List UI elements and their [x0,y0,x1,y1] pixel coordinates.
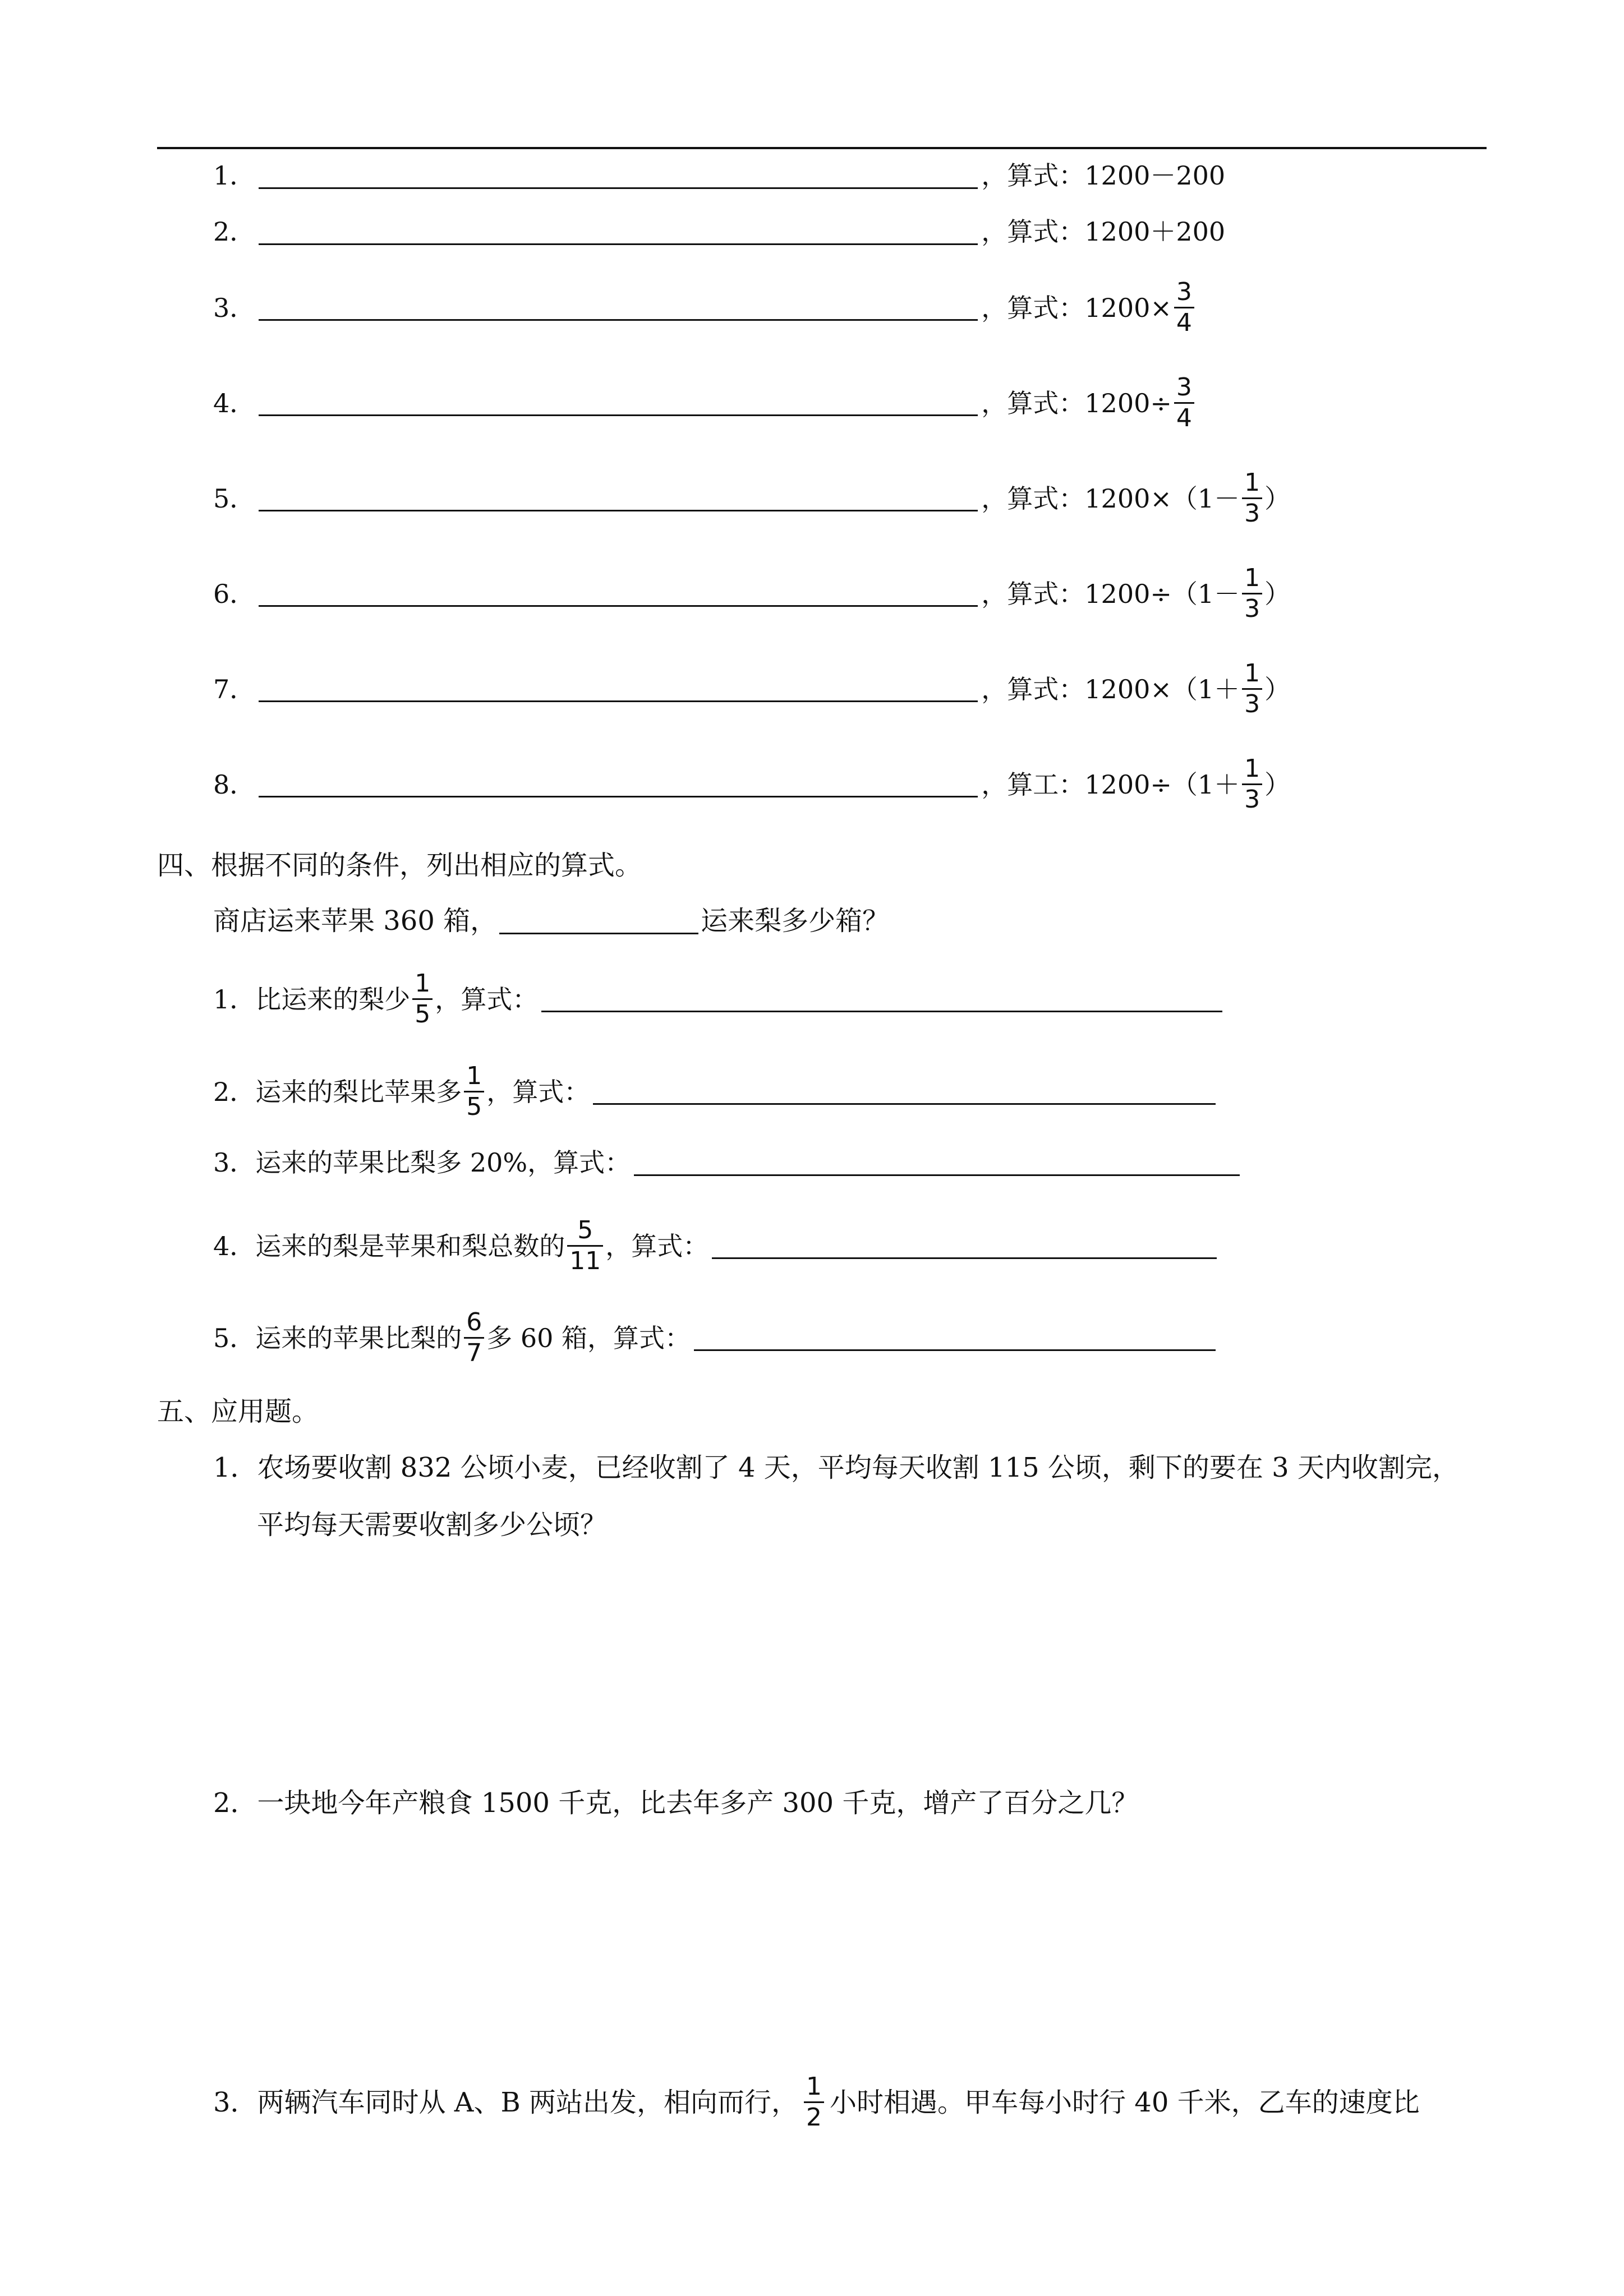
fraction [464,1062,484,1122]
fraction-denominator: 5 [415,1000,431,1029]
item-number: 4． [213,388,256,418]
section-heading-4: 四、根据不同的条件，列出相应的算式。 [157,850,642,881]
formula-expr: 1200×（1＋ [1084,674,1240,704]
fraction-denominator: 4 [1176,404,1192,432]
p3-item-3 [213,278,1197,338]
answer-blank[interactable] [259,580,978,607]
answer-blank[interactable] [259,163,978,189]
item-number: 3． [213,292,256,323]
answer-blank[interactable] [259,390,978,416]
fraction [464,1308,484,1368]
fraction-numerator: 1 [415,969,431,998]
formula-expr: 1200－200 [1084,160,1226,191]
fraction-numerator: 1 [1244,564,1260,592]
formula-expr: 1200＋200 [1084,216,1226,247]
fraction-numerator: 1 [1244,468,1260,497]
header-rule [157,147,1487,149]
answer-blank[interactable] [259,219,978,245]
answer-blank[interactable] [634,1150,1240,1176]
intro-question: 运来梨多少箱？ [701,905,890,937]
fraction-numerator: 3 [1176,278,1192,306]
formula-label: ，算式： [486,1076,590,1107]
formula-expr: 1200÷（1＋ [1084,769,1240,800]
question-number: 3． [213,2086,257,2118]
fraction-denominator: 4 [1176,308,1192,337]
formula-tail: ） [1264,483,1291,514]
fraction-numerator: 3 [1176,373,1192,402]
fraction [567,1216,603,1276]
question-text-post: 小时相遇。甲车每小时行 40 千米，乙车的速度比 [830,2086,1420,2118]
intro-text: 商店运来苹果 360 箱， [213,905,498,937]
fraction [1242,659,1262,719]
fraction-denominator: 3 [1244,499,1260,528]
fraction [1242,754,1262,814]
formula-label: ，算式： [981,160,1085,191]
question-text-pre: 两辆汽车同时从 A、B 两站出发，相向而行， [257,2086,799,2118]
item-number: 3． [213,1147,256,1178]
question-text: 一块地今年产粮食 1500 千克，比去年多产 300 千克，增产了百分之几？ [257,1787,1139,1819]
section-heading-5: 五、应用题。 [157,1396,319,1427]
p4-item-2 [213,1062,1219,1122]
fraction-denominator: 3 [1244,690,1260,718]
condition-text: 运来的苹果比梨多 20%，算式： [255,1147,631,1178]
formula-label: ，算式： [981,216,1085,247]
fraction-denominator: 2 [806,2103,822,2132]
answer-blank[interactable] [694,1325,1216,1351]
condition-text: 运来的苹果比梨的 [255,1322,462,1353]
item-number: 8． [213,769,256,800]
p4-item-4 [213,1216,1220,1276]
question-text-line1: 农场要收割 832 公顷小麦，已经收割了 4 天，平均每天收割 115 公顷，剩下的要在 3 天内收割完， [257,1452,1459,1483]
p3-item-6 [213,564,1290,624]
p3-item-5 [213,468,1290,528]
item-number: 1． [213,160,256,191]
fraction-numerator: 5 [577,1216,594,1244]
item-number: 2． [213,216,256,247]
item-number: 5． [213,1322,256,1353]
fraction [1242,564,1262,624]
question-number: 2． [213,1787,257,1819]
fraction-numerator: 1 [1244,754,1260,783]
answer-blank[interactable] [712,1233,1217,1259]
condition-text: 比运来的梨少 [255,984,411,1015]
formula-expr: 1200÷（1－ [1084,578,1240,609]
formula-label: ，算式： [605,1230,709,1261]
formula-label: 多 60 箱，算式： [486,1322,691,1353]
fraction [1174,373,1194,433]
answer-blank[interactable] [259,771,978,797]
p4-item-3 [213,1146,1243,1179]
condition-text: 运来的梨是苹果和梨总数的 [255,1230,565,1261]
p3-item-8 [213,754,1290,814]
p3-item-2 [213,215,1225,248]
question-3 [213,2072,1420,2132]
question-1 [213,1451,1459,1484]
formula-label: ，算式： [981,483,1085,514]
item-number: 5． [213,483,256,514]
item-number: 1． [213,984,256,1015]
formula-tail: ） [1264,674,1291,704]
formula-label: ，算式： [981,674,1085,704]
item-number: 7． [213,674,256,704]
formula-label: ，算式： [435,984,539,1015]
p3-item-7 [213,659,1290,719]
item-number: 2． [213,1076,256,1107]
fraction-denominator: 3 [1244,594,1260,623]
fraction-denominator: 5 [466,1092,482,1121]
answer-blank[interactable] [541,986,1222,1012]
formula-label: ，算式： [981,292,1085,323]
answer-blank[interactable] [593,1078,1216,1105]
fraction [1242,468,1262,528]
condition-text: 运来的梨比苹果多 [255,1076,462,1107]
fraction-denominator: 3 [1244,785,1260,814]
formula-tail: ） [1264,578,1291,609]
formula-label: ，算式： [981,388,1085,418]
condition-blank[interactable] [499,908,698,934]
p4-intro [213,904,889,938]
fraction [804,2072,824,2132]
p3-item-4 [213,373,1197,433]
fraction-numerator: 1 [806,2072,822,2101]
formula-expr: 1200×（1－ [1084,483,1240,514]
fraction-numerator: 1 [466,1062,482,1090]
answer-blank[interactable] [259,676,978,702]
fraction-numerator: 1 [1244,659,1260,688]
question-2 [213,1786,1138,1820]
item-number: 4． [213,1230,256,1261]
formula-tail: ） [1264,769,1291,800]
fraction-numerator: 6 [466,1308,482,1336]
fraction-denominator: 11 [569,1247,601,1275]
p4-item-1 [213,969,1226,1029]
fraction-denominator: 7 [466,1339,482,1367]
p4-item-5 [213,1308,1219,1368]
fraction [1174,278,1194,338]
question-number: 1． [213,1452,257,1483]
fraction [412,969,433,1029]
item-number: 6． [213,578,256,609]
p3-item-1 [213,159,1225,192]
formula-expr: 1200÷ [1084,388,1172,418]
formula-expr: 1200× [1084,292,1172,323]
answer-blank[interactable] [259,485,978,511]
formula-label: ，算式： [981,578,1085,609]
question-1-cont: 平均每天需要收割多少公顷？ [257,1509,608,1541]
answer-blank[interactable] [259,294,978,321]
formula-label: ，算工： [981,769,1085,800]
